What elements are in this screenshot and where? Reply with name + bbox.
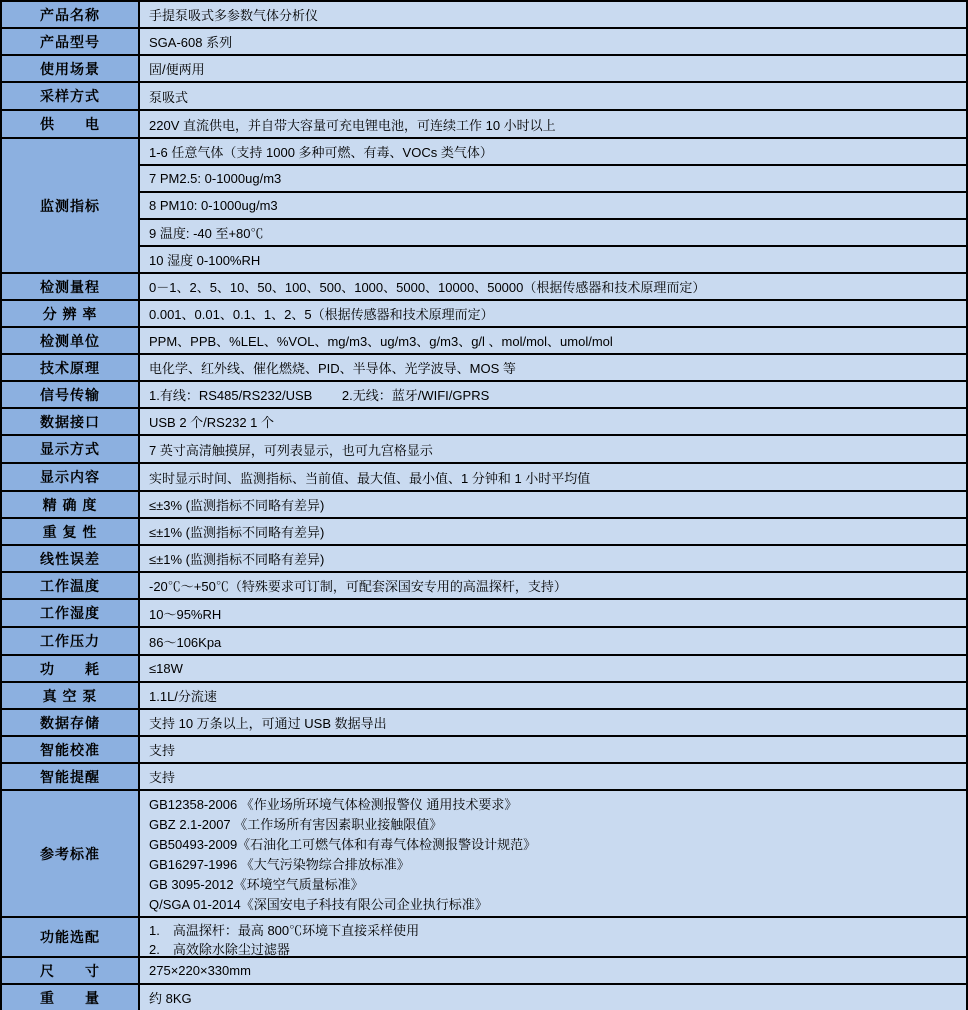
row-label: 尺 寸 [2,958,140,985]
row-value: 1.有线：RS485/RS232/USB 2.无线：蓝牙/WIFI/GPRS [140,382,966,409]
table-row-smart-calibration [2,737,966,764]
table-row-data-storage [2,710,966,737]
row-value: 手提泵吸式多参数气体分析仪 [140,2,966,29]
standard-line: GB50493-2009《石油化工可燃气体和有毒气体检测报警设计规范》 [149,837,537,852]
row-value: ≤±3% (监测指标不同略有差异) [140,492,966,519]
row-label: 精 确 度 [2,492,140,519]
table-row-power-supply [2,111,966,139]
row-value: USB 2 个/RS232 1 个 [140,409,966,436]
row-label: 产品型号 [2,29,140,56]
row-value: SGA-608 系列 [140,29,966,56]
row-label: 功能选配 [2,918,140,958]
row-value: 10～95%RH [140,600,966,628]
row-label: 技术原理 [2,355,140,382]
row-label: 智能校准 [2,737,140,764]
standard-line: Q/SGA 01-2014《深国安电子科技有限公司企业执行标准》 [149,897,488,912]
row-label: 工作湿度 [2,600,140,628]
table-row-linearity-error [2,546,966,573]
row-subvalue: 8 PM10: 0-1000ug/m3 [140,193,966,220]
table-row-repeatability [2,519,966,546]
standard-line: GB12358-2006 《作业场所环境气体检测报警仪 通用技术要求》 [149,797,518,812]
table-row-power-consumption [2,656,966,683]
row-label: 工作温度 [2,573,140,600]
row-label: 分 辨 率 [2,301,140,328]
table-row-detection-range [2,274,966,301]
table-row-accuracy [2,492,966,519]
row-value: 固/便两用 [140,56,966,83]
table-row-technical-principle [2,355,966,382]
table-row-display-content [2,464,966,492]
row-label: 线性误差 [2,546,140,573]
row-label: 采样方式 [2,83,140,111]
table-row-working-temperature [2,573,966,600]
row-value: ≤±1% (监测指标不同略有差异) [140,546,966,573]
standard-line: GBZ 2.1-2007 《工作场所有害因素职业接触限值》 [149,817,443,832]
row-label: 信号传输 [2,382,140,409]
row-value: ≤18W [140,656,966,683]
table-row-working-humidity [2,600,966,628]
table-row-smart-reminder [2,764,966,791]
row-value: ≤±1% (监测指标不同略有差异) [140,519,966,546]
table-row-data-interface [2,409,966,436]
row-value [140,791,966,918]
row-label: 检测单位 [2,328,140,355]
row-label: 检测量程 [2,274,140,301]
row-label: 供 电 [2,111,140,139]
table-row-model [2,29,966,56]
table-row-optional-functions [2,918,966,958]
table-row-working-pressure [2,628,966,656]
row-value: 支持 10 万条以上，可通过 USB 数据导出 [140,710,966,737]
row-label: 重 复 性 [2,519,140,546]
standard-line: GB 3095-2012《环境空气质量标准》 [149,877,364,892]
option-line: 1. 高温探杆：最高 800℃环境下直接采样使用 [149,923,420,938]
row-value: 电化学、红外线、催化燃烧、PID、半导体、光学波导、MOS 等 [140,355,966,382]
row-label: 真 空 泵 [2,683,140,710]
row-value: 支持 [140,764,966,791]
row-subvalue: 1-6 任意气体（支持 1000 多种可燃、有毒、VOCs 类气体） [140,139,966,166]
row-value: 86～106Kpa [140,628,966,656]
row-subvalue: 7 PM2.5: 0-1000ug/m3 [140,166,966,193]
standard-line: GB16297-1996 《大气污染物综合排放标准》 [149,857,410,872]
row-value: 泵吸式 [140,83,966,111]
row-subvalue: 9 温度: -40 至+80℃ [140,220,966,247]
row-value: PPM、PPB、%LEL、%VOL、mg/m3、ug/m3、g/m3、g/l 、mol/mol、umol/mol [140,328,966,355]
row-label: 使用场景 [2,56,140,83]
table-row-dimensions [2,958,966,985]
row-value: 实时显示时间、监测指标、当前值、最大值、最小值、1 分钟和 1 小时平均值 [140,464,966,492]
row-label: 参考标准 [2,791,140,918]
row-label: 显示内容 [2,464,140,492]
table-row-product-name [2,2,966,29]
table-row-monitoring-indicators [2,139,966,274]
row-subvalue: 10 湿度 0-100%RH [140,247,966,274]
table-row-vacuum-pump [2,683,966,710]
table-row-detection-unit [2,328,966,355]
row-value: 支持 [140,737,966,764]
row-label: 显示方式 [2,436,140,464]
row-value: -20℃～+50℃（特殊要求可订制，可配套深国安专用的高温探杆，支持） [140,573,966,600]
row-label: 监测指标 [2,139,140,274]
row-value: 275×220×330mm [140,958,966,985]
row-label: 数据接口 [2,409,140,436]
row-label: 数据存储 [2,710,140,737]
table-row-reference-standards [2,791,966,918]
table-row-resolution [2,301,966,328]
row-label: 重 量 [2,985,140,1010]
row-label: 智能提醒 [2,764,140,791]
table-row-weight [2,985,966,1010]
row-value [140,918,966,958]
row-value: 7 英寸高清触摸屏，可列表显示，也可九宫格显示 [140,436,966,464]
table-row-signal-transmission [2,382,966,409]
option-line: 2. 高效除水除尘过滤器 [149,942,290,957]
row-label: 产品名称 [2,2,140,29]
table-row-usage-scene [2,56,966,83]
row-value: 0.001、0.01、0.1、1、2、5（根据传感器和技术原理而定） [140,301,966,328]
row-value: 约 8KG [140,985,966,1010]
row-value: 0－1、2、5、10、50、100、500、1000、5000、10000、50000（根据传感器和技术原理而定） [140,274,966,301]
table-row-display-mode [2,436,966,464]
row-label: 功 耗 [2,656,140,683]
row-value: 220V 直流供电，并自带大容量可充电锂电池，可连续工作 10 小时以上 [140,111,966,139]
table-row-sampling-method [2,83,966,111]
row-value: 1.1L/分流速 [140,683,966,710]
row-label: 工作压力 [2,628,140,656]
